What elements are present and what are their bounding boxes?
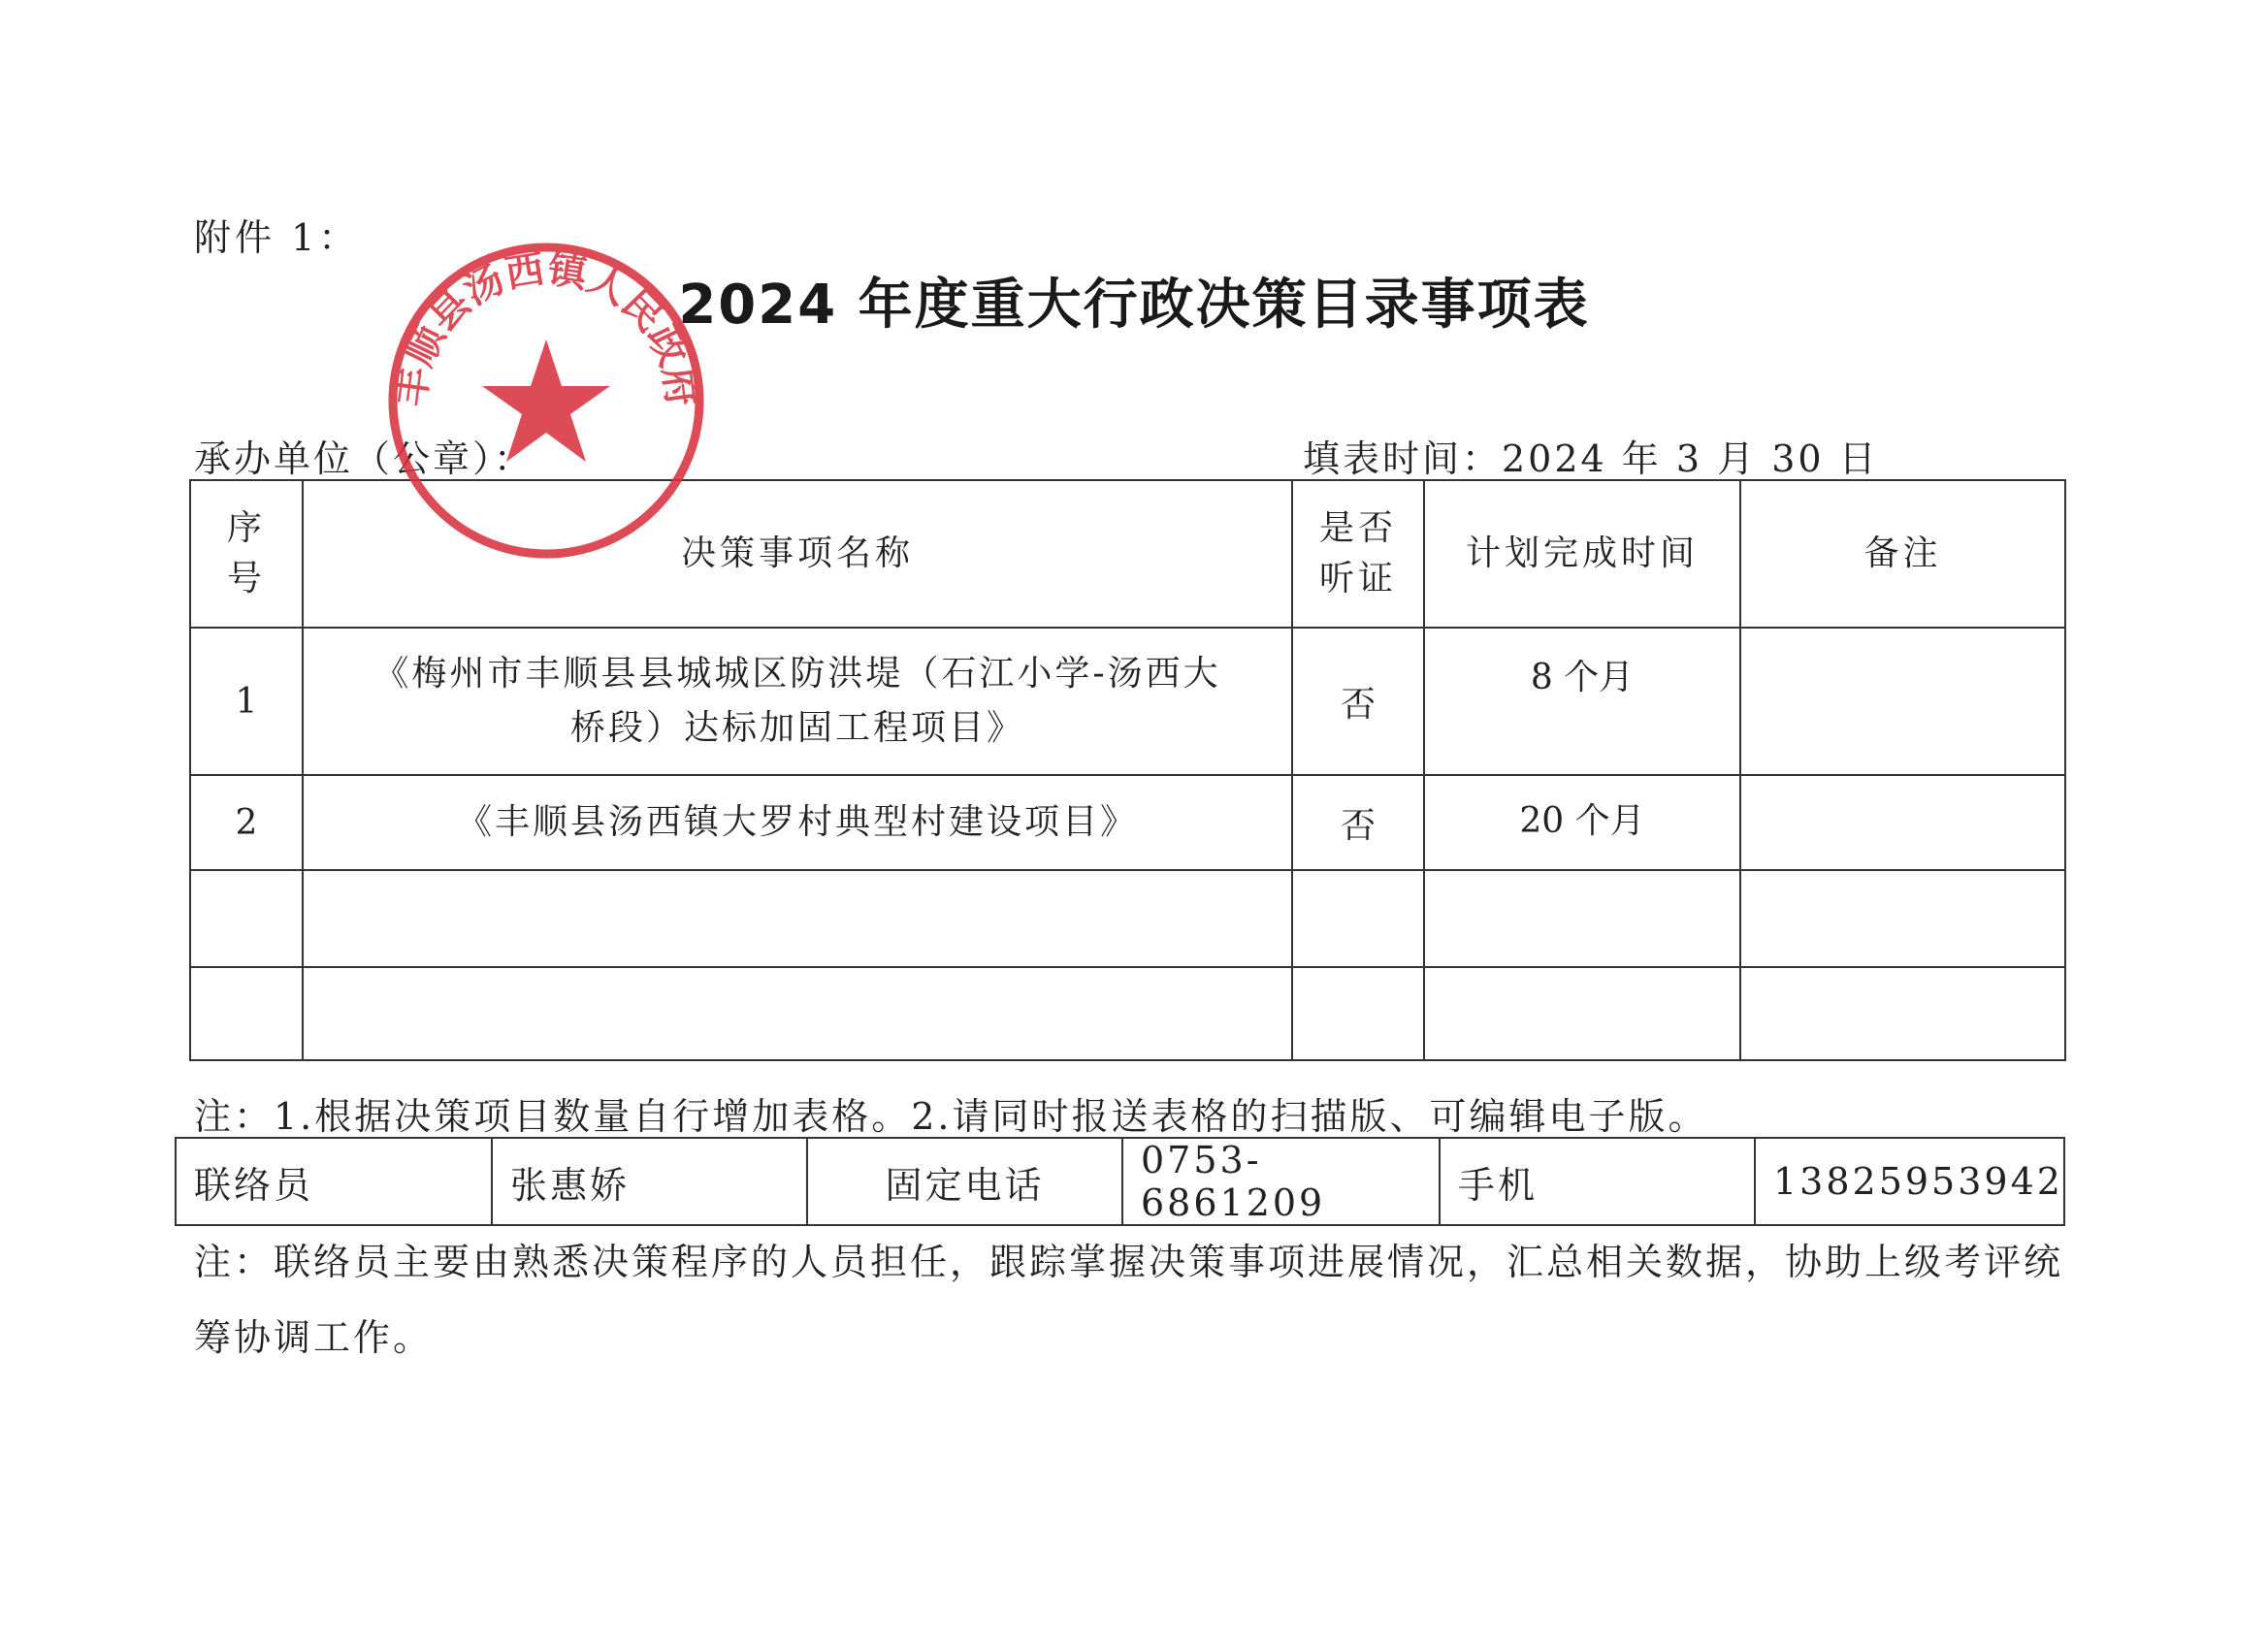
- row-remarks: [1740, 775, 2065, 870]
- row-plan-time: 8 个月: [1424, 628, 1740, 775]
- seal-text: 丰顺县汤西镇人民政府: [387, 245, 705, 409]
- liaison-name: 张惠娇: [492, 1138, 807, 1225]
- landline-number: 0753-6861209: [1122, 1138, 1440, 1225]
- fill-date-label: 填表时间：2024 年 3 月 30 日: [1303, 437, 1879, 480]
- header-hearing: [1292, 480, 1424, 628]
- row-decision-name-line2: 桥段）达标加固工程项目》: [569, 708, 1024, 748]
- header-hearing-line1: 是否: [1318, 507, 1397, 548]
- note-liaison-instructions: 注：联络员主要由熟悉决策程序的人员担任，跟踪掌握决策事项进展情况，汇总相关数据，协助上级考评统筹协调工作。: [194, 1241, 2064, 1359]
- row-index: 2: [190, 775, 303, 870]
- empty-cell: [1740, 870, 2065, 967]
- mobile-label: 手机: [1440, 1138, 1755, 1225]
- liaison-label: 联络员: [176, 1138, 492, 1225]
- row-decision-name: [303, 628, 1292, 775]
- header-index-line1: 序: [226, 507, 266, 548]
- note-table-instructions: 注：1.根据决策项目数量自行增加表格。2.请同时报送表格的扫描版、可编辑电子版。: [194, 1095, 1708, 1138]
- empty-cell: [303, 967, 1292, 1060]
- row-plan-time: 20 个月: [1424, 775, 1740, 870]
- row-index: 1: [190, 628, 303, 775]
- landline-label: 固定电话: [807, 1138, 1122, 1225]
- header-index: [190, 480, 303, 628]
- row-hearing: 否: [1292, 775, 1424, 870]
- table-row-empty: [190, 967, 2065, 1060]
- decision-items-table: [189, 479, 2066, 1061]
- header-remarks: 备注: [1740, 480, 2065, 628]
- empty-cell: [190, 870, 303, 967]
- contact-row: [176, 1138, 2064, 1225]
- seal-star-icon: [482, 340, 610, 462]
- header-plan-time: 计划完成时间: [1424, 480, 1740, 628]
- header-hearing-line2: 听证: [1318, 559, 1397, 598]
- undertaking-unit-label: 承办单位（公章）：: [194, 437, 535, 480]
- attachment-label: 附件 1：: [194, 216, 360, 259]
- empty-cell: [1424, 870, 1740, 967]
- empty-cell: [1740, 967, 2065, 1060]
- empty-cell: [303, 870, 1292, 967]
- row-remarks: [1740, 628, 2065, 775]
- empty-cell: [1292, 870, 1424, 967]
- empty-cell: [190, 967, 303, 1060]
- header-decision-name: 决策事项名称: [303, 480, 1292, 628]
- empty-cell: [1292, 967, 1424, 1060]
- row-decision-name: 《丰顺县汤西镇大罗村典型村建设项目》: [303, 775, 1292, 870]
- table-row: [190, 628, 2065, 775]
- document-title: 2024 年度重大行政决策目录事项表: [678, 274, 1590, 337]
- table-row-empty: [190, 870, 2065, 967]
- row-decision-name-line1: 《梅州市丰顺县县城城区防洪堤（石江小学-汤西大: [373, 654, 1221, 695]
- table-row: [190, 775, 2065, 870]
- official-seal-stamp: [386, 241, 706, 561]
- empty-cell: [1424, 967, 1740, 1060]
- contact-table: [175, 1137, 2065, 1226]
- mobile-number: 13825953942: [1755, 1138, 2064, 1225]
- row-hearing: 否: [1292, 628, 1424, 775]
- header-index-line2: 号: [226, 559, 266, 598]
